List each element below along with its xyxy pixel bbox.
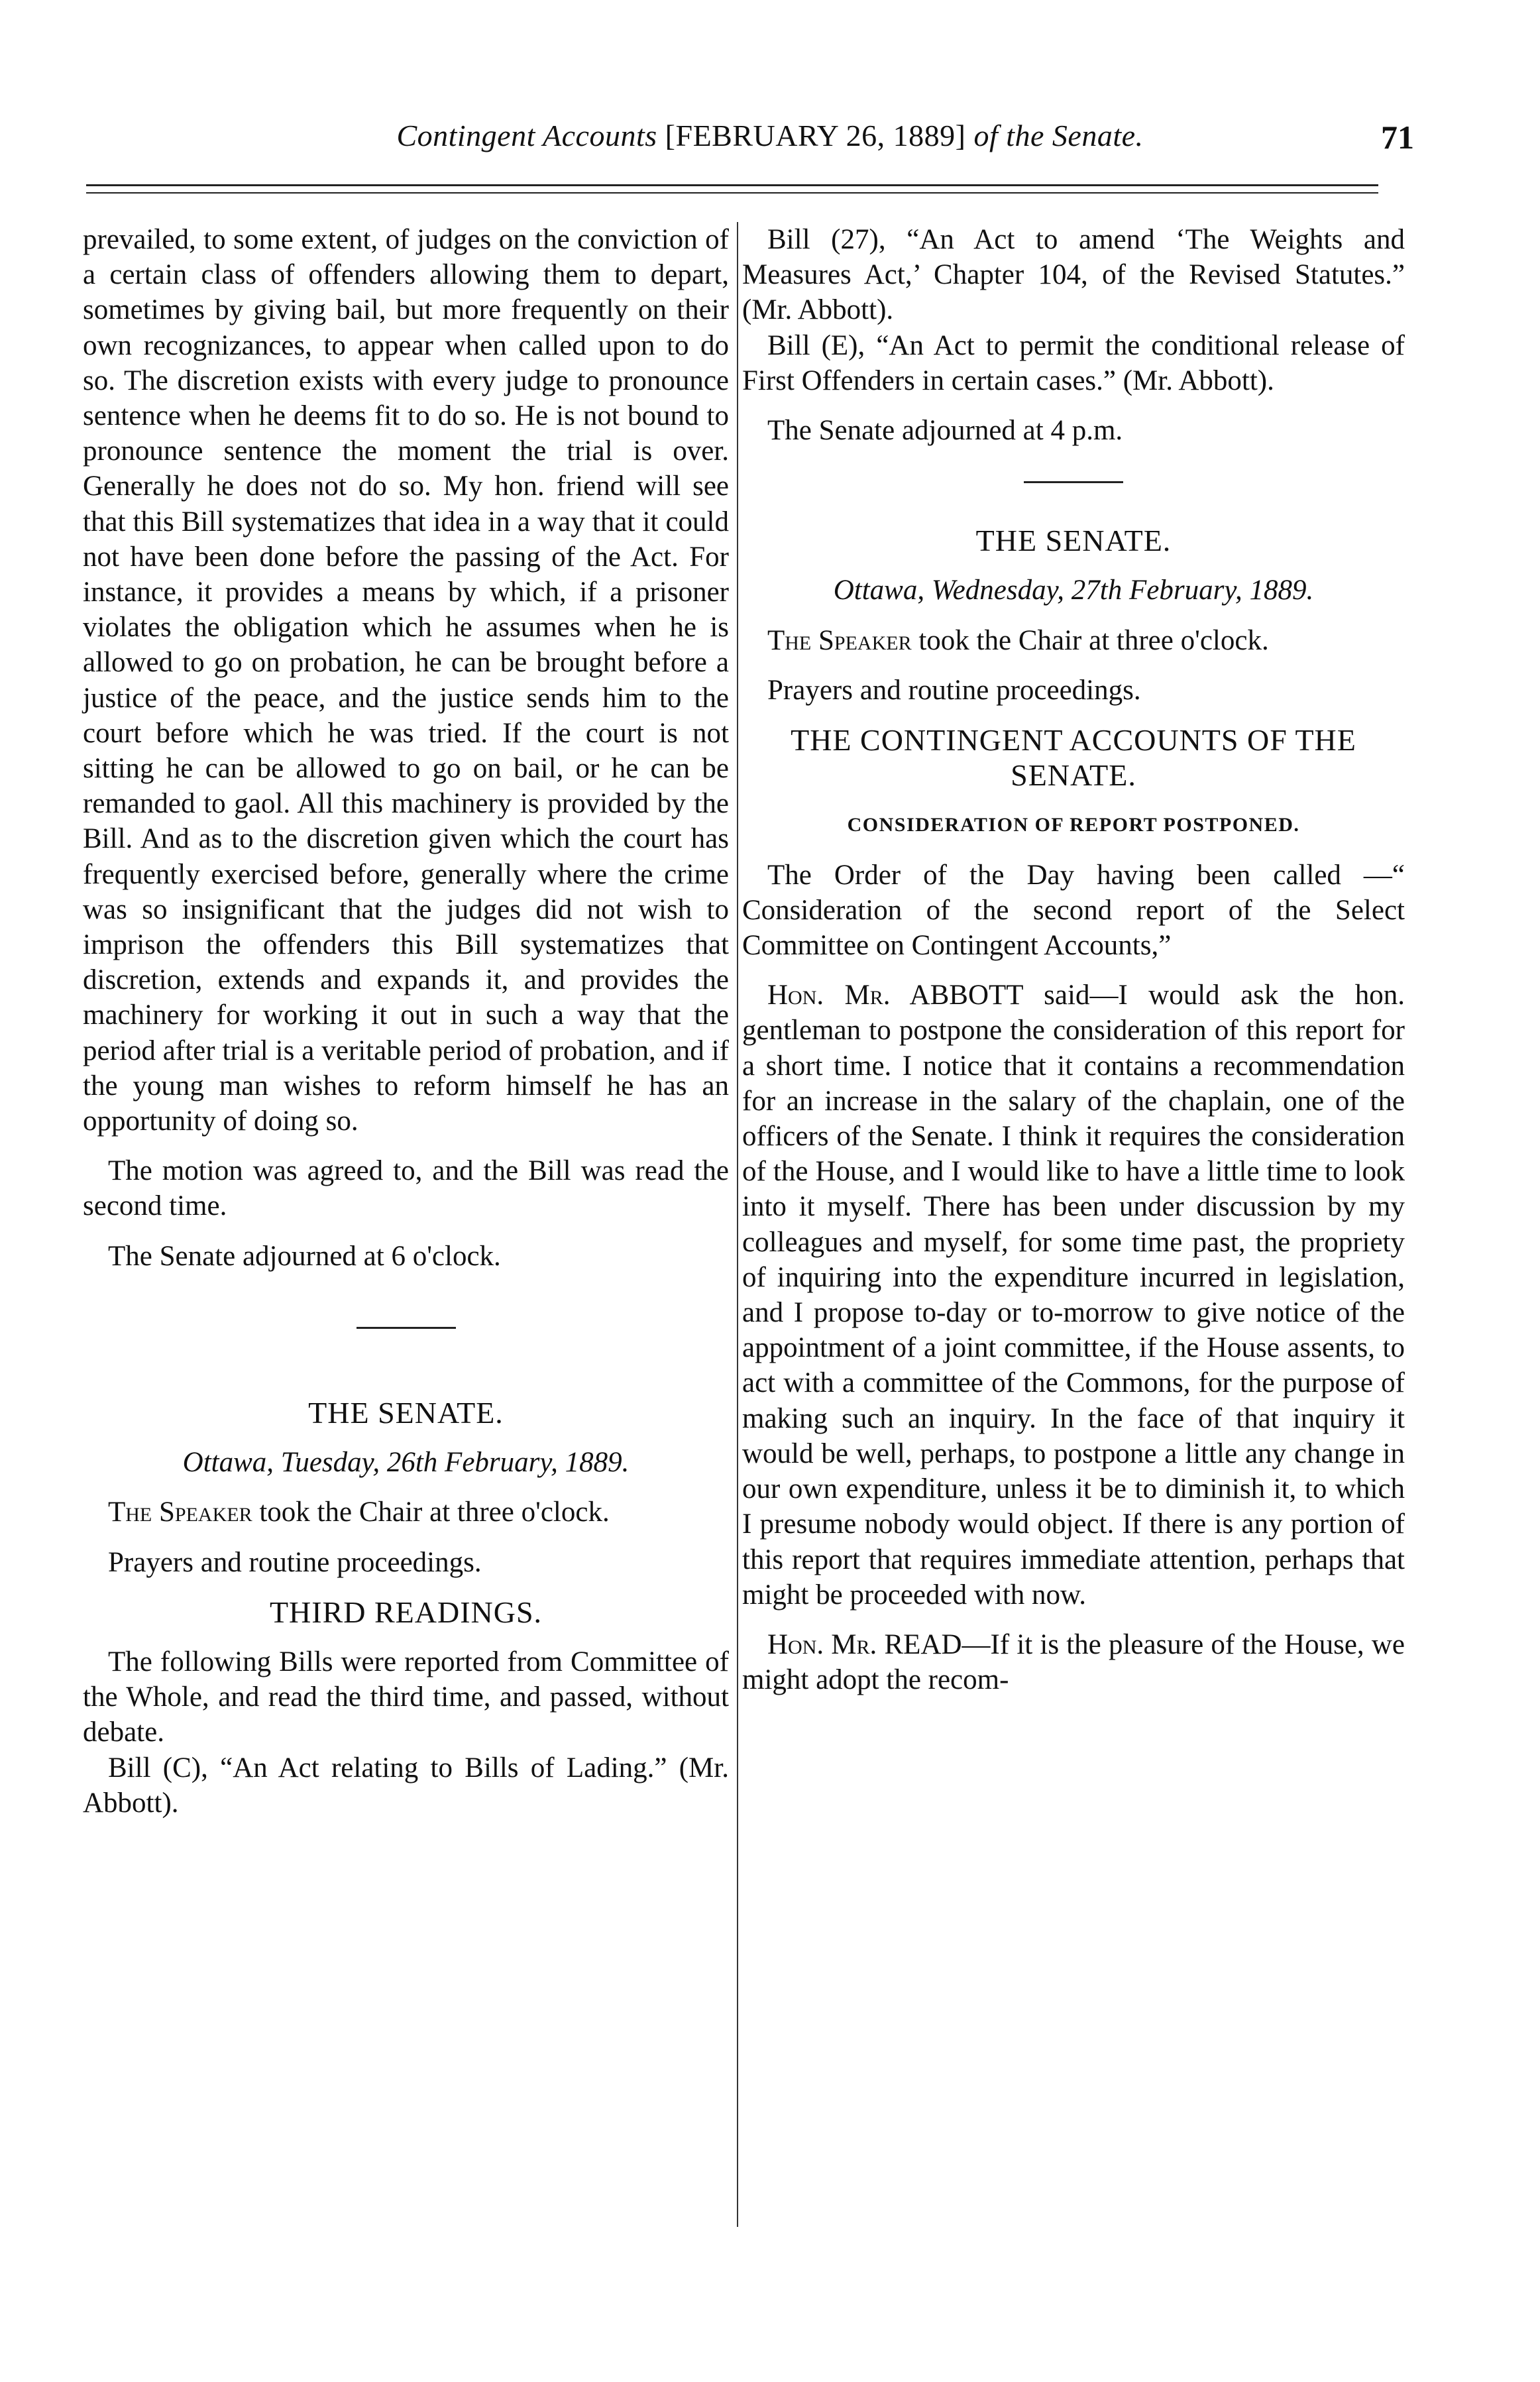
header-date: [FEBRUARY 26, 1889] [665, 119, 966, 152]
column-divider [737, 222, 738, 2227]
left-paragraph-2: The motion was agreed to, and the Bill was read the second time. [83, 1155, 729, 1222]
right-heading-senate: THE SENATE. [975, 524, 1172, 558]
left-dateline: Ottawa, Tuesday, 26th February, 1889. [182, 1447, 630, 1479]
right-paragraph-2: Bill (E), “An Act to permit the conditional release of First Offenders in certain cases.” (Mr. Abbott). [742, 329, 1405, 396]
speaker-smallcaps: The Speaker [767, 624, 912, 656]
right-abbott-paragraph [742, 978, 1405, 1613]
right-heading-contingent: THE CONTINGENT ACCOUNTS OF THE SENATE. [791, 723, 1356, 793]
right-column [742, 222, 1405, 1697]
speaker-smallcaps: Hon. Mr. [767, 980, 891, 1011]
right-paragraph-3: The Senate adjourned at 4 p.m. [767, 415, 1123, 447]
left-paragraph-1: prevailed, to some extent, of judges on the conviction of a certain class of offenders allowing them to depart, sometimes by giving bail, but more frequently on their own recognizances, to appear when called upon to do so. The discretion exists with every judge to pronounce sentence when he deems fit to do so. He is not bound to pronounce sentence the moment the trial is over. Generally he does not do so. My hon. friend will see that this Bill systematizes that idea in a way that it could not have been done before the passing of the Act. For instance, it provides a means by which, if a prisoner violates the obligation which he assumes when he is allowed to go on probation, he can be brought before a justice of the peace, and the justice sends him to the court before which he was tried. If the court is not sitting he can be allowed to go on bail, or he can be remanded to gaol. All this machinery is provided by the Bill. And as to the discretion given which the court has frequently exercised before, generally where the crime was so insignificant that the judges did not wish to imprison the offenders this Bill systematizes that discretion, extends and expands it, and provides the machinery for working it out in such a way that the period after trial is a veritable period of probation, and if the young man wishes to reform himself he has an opportunity of doing so. [83, 224, 729, 1137]
left-heading-senate: THE SENATE. [308, 1395, 504, 1430]
section-divider [1024, 481, 1123, 483]
left-paragraph-5: Bill (C), “An Act relating to Bills of Lading.” (Mr. Abbott). [83, 1752, 729, 1819]
right-subheading: CONSIDERATION OF REPORT POSTPONED. [847, 814, 1300, 836]
right-read-paragraph [742, 1627, 1405, 1697]
right-paragraph-4: The Order of the Day having been called —“ Consideration of the second report of the Select Committee on Contingent Accounts,” [742, 859, 1405, 962]
read-text: READ—If it is the pleasure of the House, we might adopt the recom- [742, 1628, 1405, 1696]
left-column [83, 222, 729, 1821]
right-speaker-paragraph [742, 623, 1405, 658]
speaker-text: took the Chair at three o'clock. [252, 1497, 610, 1528]
header-rule-bottom [86, 192, 1378, 194]
header-rule-top [86, 184, 1378, 186]
section-divider [357, 1327, 456, 1329]
left-paragraph-4: The following Bills were reported from Committee of the Whole, and read the third time, and passed, without debate. [83, 1646, 729, 1748]
right-prayers: Prayers and routine proceedings. [767, 674, 1141, 706]
abbott-text: ABBOTT said—I would ask the hon. gentleman to postpone the consideration of this report for a short time. I notice that it contains a recommendation for an increase in the salary of the chaplain, one of the officers of the Senate. I think it requires the consideration of the House, and I would like to have a little time to look into it myself. There has been under discussion by my colleagues and myself, for some time past, the propriety of inquiring into the expenditure incurred in legislation, and I propose to-day or to-morrow to give notice of the appointment of a joint committee, if the House assents, to act with a committee of the Commons, for the purpose of making such an inquiry. In the face of that inquiry it would be well, perhaps, to postpone a little any change in our own expenditure, unless it be to diminish it, to which I presume nobody would object. If there is any portion of this report that requires immediate attention, perhaps that might be proceeded with now. [742, 980, 1405, 1611]
left-heading-third-readings: THIRD READINGS. [269, 1595, 543, 1629]
header-title-left: Contingent Accounts [396, 119, 657, 152]
right-paragraph-1: Bill (27), “An Act to amend ‘The Weights and Measures Act,’ Chapter 104, of the Revised Statutes.” (Mr. Abbott). [742, 224, 1405, 326]
running-title [86, 118, 1454, 153]
speaker-smallcaps: Hon. Mr. [767, 1628, 877, 1660]
speaker-text: took the Chair at three o'clock. [911, 624, 1269, 656]
page-number: 71 [1381, 119, 1414, 156]
left-prayers: Prayers and routine proceedings. [108, 1546, 482, 1578]
speaker-smallcaps: The Speaker [108, 1497, 252, 1528]
left-speaker-paragraph [83, 1495, 729, 1530]
running-header [86, 118, 1454, 171]
left-paragraph-3: The Senate adjourned at 6 o'clock. [108, 1240, 501, 1272]
right-dateline: Ottawa, Wednesday, 27th February, 1889. [833, 575, 1314, 606]
header-title-right: of the Senate. [973, 119, 1144, 152]
